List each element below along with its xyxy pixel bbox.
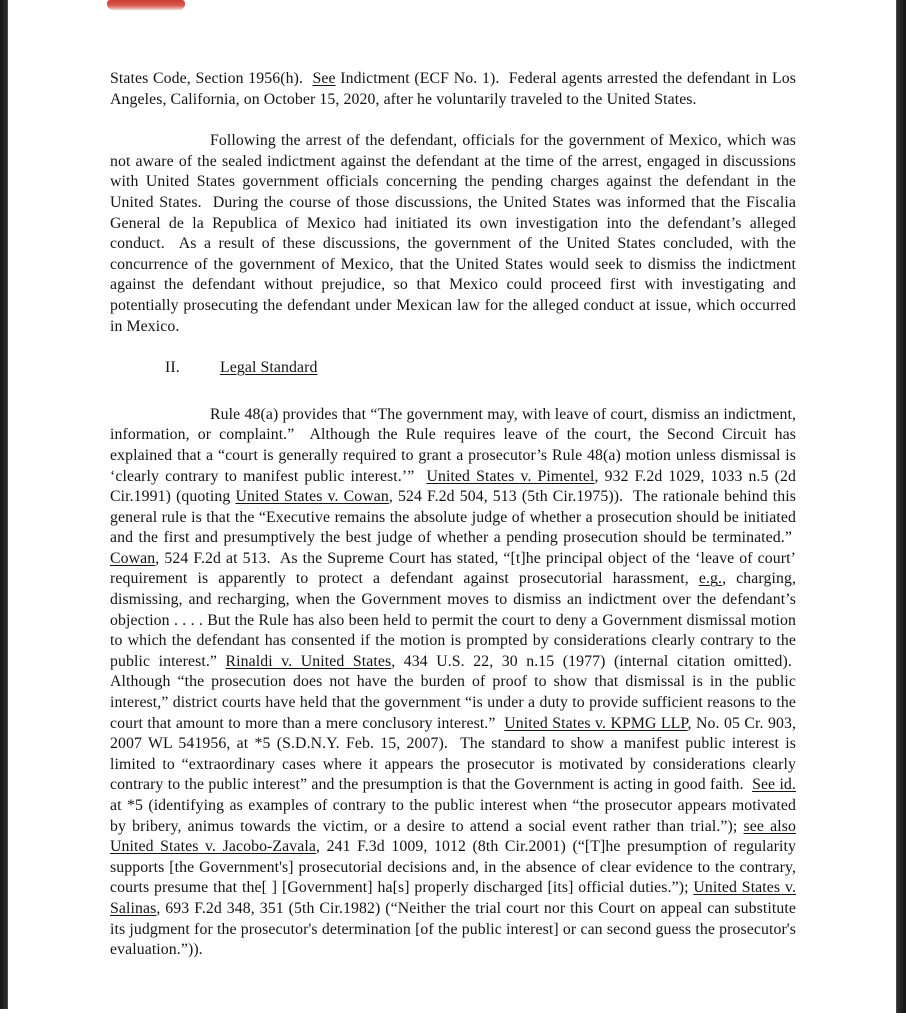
- section-heading: [110, 358, 796, 379]
- text-run: , 241 F.3d 1009, 1012 (8th Cir.2001) (“[T]he presumption of regularity supports [the Government's] prosecutorial decisions and, in the absence of clear evidence to the contrary, courts presume that the[ ] [Government] ha[s] properly discharged [its] official duties.”);: [110, 838, 796, 897]
- underlined-citation: United States v. Cowan: [235, 488, 389, 506]
- paragraph-mexico-discussions: [110, 131, 796, 337]
- section-number: II.: [165, 359, 180, 377]
- section-title: Legal Standard: [220, 359, 318, 377]
- underlined-citation: Cowan: [110, 549, 156, 567]
- underlined-citation: See: [312, 70, 336, 87]
- underlined-citation: see also: [743, 817, 796, 835]
- underlined-citation: Rinaldi v. United States: [225, 652, 392, 670]
- underlined-citation: United States v. Pimentel: [426, 467, 595, 485]
- underlined-citation: e.g.: [698, 570, 723, 588]
- paragraph-arrest-intro: [110, 69, 796, 110]
- text-run: , 932 F.2d 1029, 1033 n.5 (2d Cir.1991) (quoting: [110, 467, 796, 506]
- redaction-sticker: [107, 0, 185, 10]
- text-run: Following the arrest of the defendant, officials for the government of Mexico, which was not aware of the sealed indictment against the defendant at the time of the arrest, engaged in discussions with United States government officials concerning the pending charges against the defendant in the United States. During the course of those discussions, the United States was informed that the Fiscalia General de la Republica of Mexico had initiated its own investigation into the defendant’s alleged conduct. As a result of these discussions, the government of the United States concluded, with the concurrence of the government of Mexico, that the United States would seek to dismiss the indictment against the defendant without prejudice, so that Mexico could proceed first with investigating and potentially prosecuting the defendant under Mexican law for the alleged conduct at issue, which occurred in Mexico.: [110, 132, 796, 335]
- text-run: , 524 F.2d 504, 513 (5th Cir.1975)). The rationale behind this general rule is that the “Executive remains the absolute judge of whether a prosecution should be initiated and the first and presumptively the best judge of whether a pending prosecution should be terminated.”: [110, 488, 797, 547]
- paragraph-legal-standard: [110, 405, 796, 961]
- scan-border-left: [0, 0, 8, 1009]
- document-body: [110, 69, 796, 982]
- text-run: Rule 48(a) provides that “The government may, with leave of court, dismiss an indictment, information, or complaint.” Although the Rule requires leave of the court, the Second Circuit has explained that a “court is generally required to grant a prosecutor’s Rule 48(a) motion unless dismissal is ‘clearly contrary to manifest public interest.’”: [110, 405, 796, 485]
- underlined-citation: United States v. KPMG LLP: [504, 714, 688, 732]
- underlined-citation: United States v. Salinas: [110, 879, 796, 917]
- text-run: , 524 F.2d at 513. As the Supreme Court has stated, “[t]he principal object of the ‘leave of court’ requirement is apparently to protect a defendant against prosecutorial harassment,: [110, 549, 796, 588]
- text-run: , 434 U.S. 22, 30 n.15 (1977) (internal citation omitted). Although “the prosecution does not have the burden of proof to show that dismissal is in the public interest,” district courts have held that the government “is under a duty to provide sufficient reasons to the court that amount to more than a mere conclusory interest.”: [110, 652, 797, 732]
- text-run: Indictment (ECF No. 1). Federal agents arrested the defendant in Los Angeles, California, on October 15, 2020, after he voluntarily traveled to the United States.: [110, 70, 796, 108]
- text-run: at *5 (identifying as examples of contrary to the public interest when “the prosecutor appears motivated by bribery, animus towards the victim, or a desire to attend a social event rather than trial.”);: [110, 797, 796, 835]
- underlined-citation: United States v. Jacobo-Zavala: [110, 838, 316, 856]
- text-run: , charging, dismissing, and recharging, when the Government moves to dismiss an indictment over the defendant’s objection . . . . But the Rule has also been held to permit the court to deny a Government dismissal motion to which the defendant has consented if the motion is prompted by considerations clearly contrary to the public interest.”: [110, 570, 796, 670]
- underlined-citation: See id.: [752, 776, 796, 794]
- text-run: , No. 05 Cr. 903, 2007 WL 541956, at *5 (S.D.N.Y. Feb. 15, 2007). The standard to show a manifest public interest is limited to “extraordinary cases where it appears the prosecutor is motivated by considerations clearly contrary to the public interest” and the presumption is that the Government is acting in good faith.: [110, 714, 796, 794]
- scan-border-right: [896, 0, 906, 1013]
- text-run: , 693 F.2d 348, 351 (5th Cir.1982) (“Neither the trial court nor this Court on appeal can substitute its judgment for the prosecutor's determination [of the public interest] or can second guess the prosecutor's evaluation.”)).: [110, 899, 796, 959]
- text-run: States Code, Section 1956(h).: [110, 70, 313, 87]
